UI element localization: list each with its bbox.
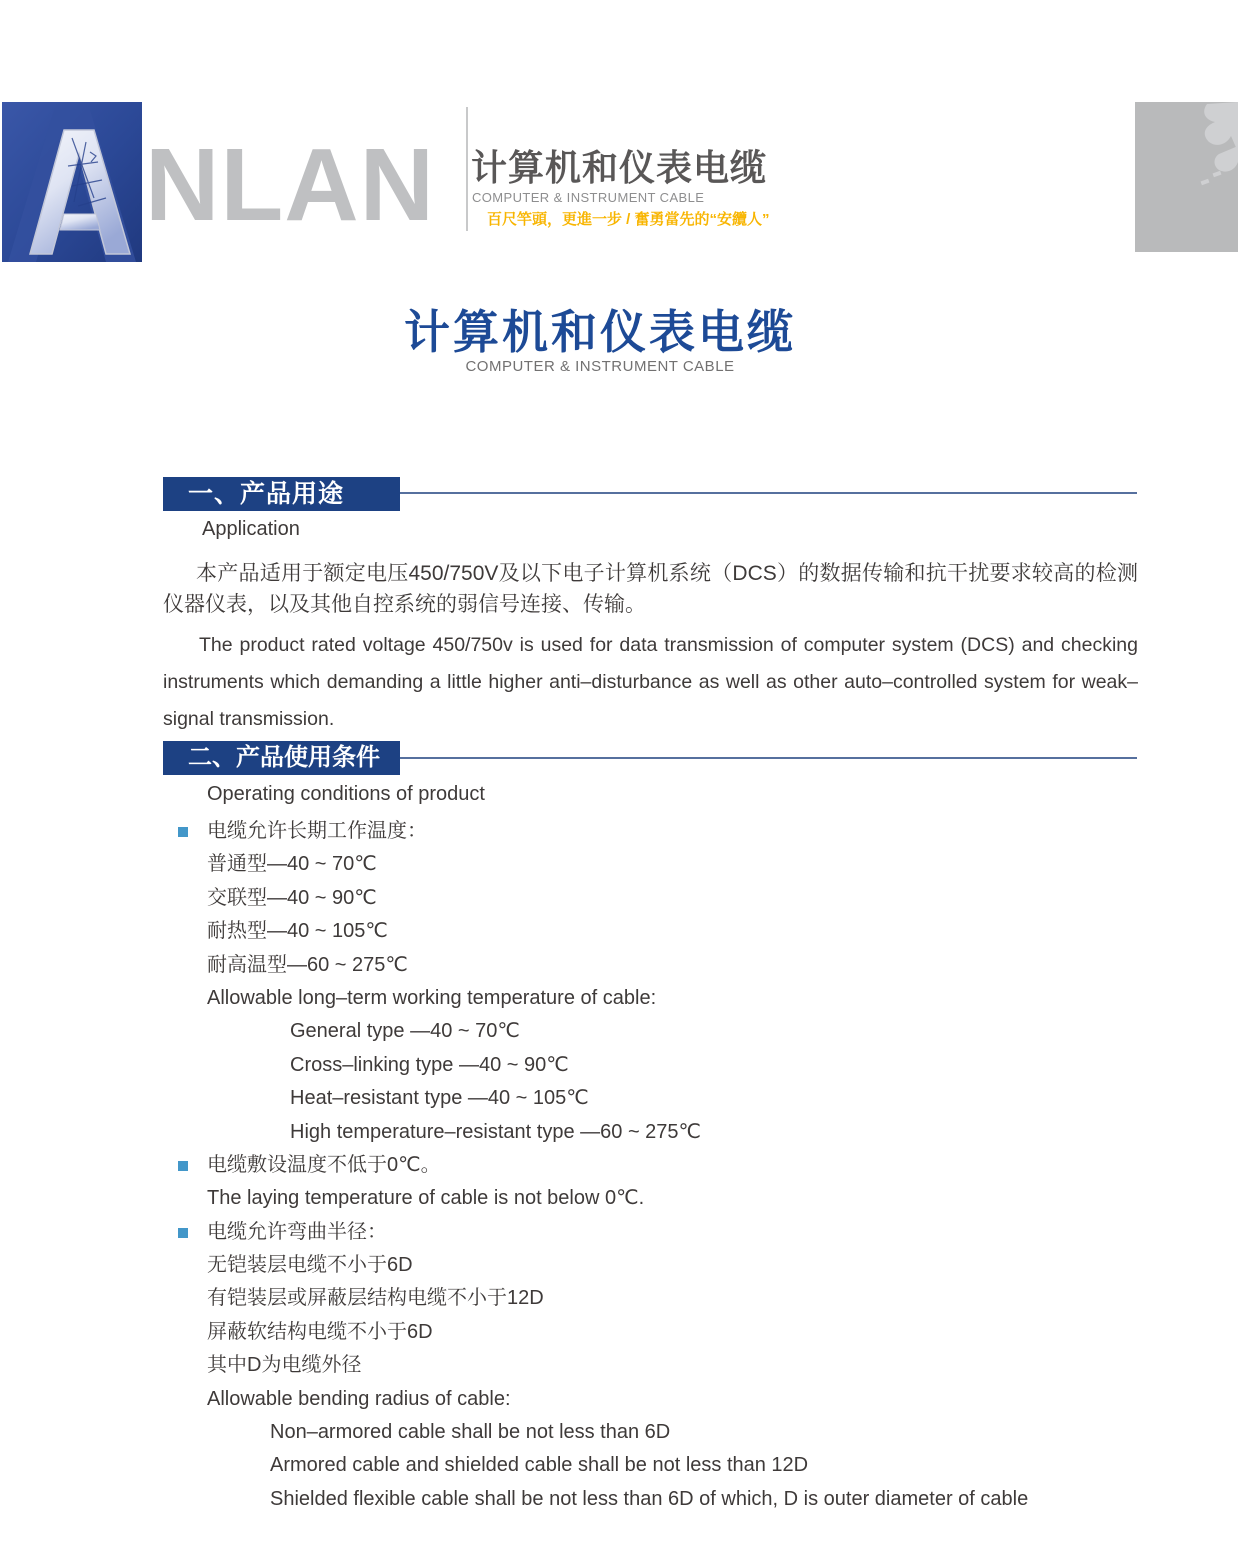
header-divider bbox=[466, 107, 468, 231]
section2-heading-bar: 二、产品使用条件 bbox=[163, 741, 400, 775]
header-photo bbox=[1135, 102, 1238, 252]
list-item bbox=[163, 1216, 1153, 1249]
list-item-text: 有铠装层或屏蔽层结构电缆不小于12D bbox=[207, 1287, 544, 1310]
anlan-logo-text: NLAN bbox=[145, 127, 436, 242]
anlan-logo-a-icon bbox=[2, 102, 142, 262]
list-item-text: Allowable long–term working temperature of cable: bbox=[207, 986, 657, 1009]
header-product-title-cn: 计算机和仪表电缆 bbox=[471, 147, 768, 188]
list-item bbox=[163, 1149, 1153, 1182]
logo-a-graphic bbox=[2, 102, 142, 262]
leaf-pattern-icon bbox=[1135, 102, 1238, 252]
list-item-text: General type —40 ~ 70℃ bbox=[290, 1020, 520, 1043]
list-item-text: Heat–resistant type —40 ~ 105℃ bbox=[290, 1087, 589, 1110]
section1-heading-en: Application bbox=[202, 518, 300, 540]
list-item-text: The laying temperature of cable is not below 0℃. bbox=[207, 1187, 645, 1210]
list-item bbox=[163, 1349, 1153, 1382]
list-item-text: 耐热型—40 ~ 105℃ bbox=[207, 920, 388, 943]
list-item bbox=[163, 949, 1153, 982]
list-item-text: 屏蔽软结构电缆不小于6D bbox=[207, 1320, 433, 1343]
list-item bbox=[163, 882, 1153, 915]
section2-heading-en: Operating conditions of product bbox=[207, 783, 485, 805]
list-item bbox=[163, 1316, 1153, 1349]
list-item-text: Shielded flexible cable shall be not less than 6D of which, D is outer diameter of cable bbox=[270, 1487, 1029, 1510]
section2-rule bbox=[400, 757, 1137, 759]
list-item bbox=[163, 1182, 1153, 1215]
page-title-en: COMPUTER & INSTRUMENT CABLE bbox=[465, 358, 735, 375]
list-item bbox=[163, 1082, 1153, 1115]
section1-paragraph-en: The product rated voltage 450/750v is used for data transmission of computer system (DCS) and checking instruments which demanding a little higher anti–disturbance as well as other auto–controlled system for weak–signal transmission. bbox=[163, 634, 1138, 730]
bullet-square-icon bbox=[178, 1161, 188, 1171]
operating-conditions-list bbox=[163, 815, 1153, 1516]
list-item bbox=[163, 982, 1153, 1015]
page-title-cn: 计算机和仪表电缆 bbox=[404, 306, 796, 358]
list-item bbox=[163, 1015, 1153, 1048]
list-item-text: Non–armored cable shall be not less than 6D bbox=[270, 1421, 671, 1444]
list-item bbox=[163, 848, 1153, 881]
list-item-text: Cross–linking type —40 ~ 90℃ bbox=[290, 1053, 569, 1076]
section1-rule bbox=[400, 492, 1137, 494]
list-item bbox=[163, 915, 1153, 948]
list-item bbox=[163, 1249, 1153, 1282]
list-item bbox=[163, 1049, 1153, 1082]
header-product-title-en: COMPUTER & INSTRUMENT CABLE bbox=[472, 190, 705, 205]
list-item-text: Armored cable and shielded cable shall be not less than 12D bbox=[270, 1454, 809, 1477]
list-item-text: 无铠装层电缆不小于6D bbox=[207, 1254, 413, 1277]
list-item bbox=[163, 1483, 1153, 1516]
bullet-square-icon bbox=[178, 1228, 188, 1238]
list-item-text: 其中D为电缆外径 bbox=[207, 1354, 362, 1377]
list-item-text: High temperature–resistant type —60 ~ 275℃ bbox=[290, 1120, 702, 1143]
list-item-text: 普通型—40 ~ 70℃ bbox=[207, 853, 377, 876]
list-item bbox=[163, 815, 1153, 848]
list-item bbox=[163, 1282, 1153, 1315]
list-item-text: 电缆允许长期工作温度： bbox=[207, 820, 427, 842]
list-item bbox=[163, 1416, 1153, 1449]
list-item bbox=[163, 1383, 1153, 1416]
bullet-square-icon bbox=[178, 827, 188, 837]
header-slogan: 百尺竿頭，更進一步 / 奮勇當先的“安纜人” bbox=[487, 211, 770, 228]
list-item-text: 电缆允许弯曲半径： bbox=[207, 1220, 387, 1243]
list-item-text: 电缆敷设温度不低于0℃。 bbox=[207, 1153, 441, 1176]
list-item bbox=[163, 1116, 1153, 1149]
list-item-text: Allowable bending radius of cable: bbox=[207, 1387, 511, 1410]
section1-paragraph-cn: 本产品适用于额定电压450/750V及以下电子计算机系统（DCS）的数据传输和抗干扰要求较高的检测仪器仪表，以及其他自控系统的弱信号连接、传输。 bbox=[163, 562, 1138, 616]
section1-heading-bar: 一、产品用途 bbox=[163, 477, 400, 511]
list-item bbox=[163, 1449, 1153, 1482]
list-item-text: 交联型—40 ~ 90℃ bbox=[207, 886, 377, 909]
list-item-text: 耐高温型—60 ~ 275℃ bbox=[207, 953, 408, 976]
